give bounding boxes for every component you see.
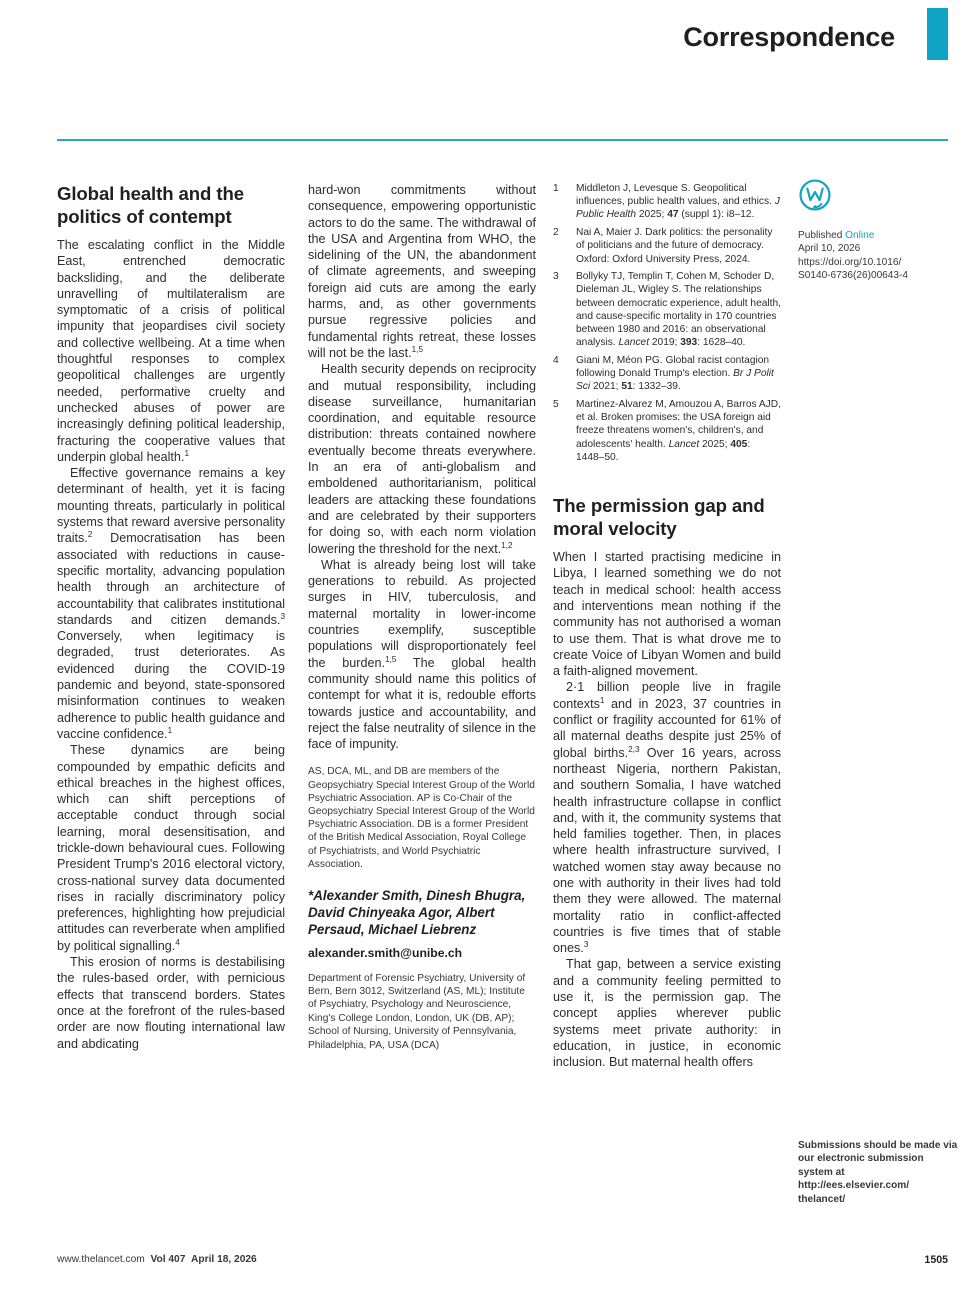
reference-number: 2 [553, 227, 559, 239]
footer-volume: Vol 407 [150, 1254, 186, 1265]
article-1-affiliations: Department of Forensic Psychiatry, University of Bern, Bern 3012, Switzerland (AS, ML); Institute of Psychiatry, Psychology and Neuroscience, King's College London, London, UK (DB, AP); School of Nursing, University of Pennsylvania, Philadelphia, PA, USA (DCA) [308, 972, 526, 1051]
footer-page-number: 1505 [924, 1254, 948, 1266]
article-1-paragraph-3 [57, 742, 285, 954]
header-rule-divider [57, 139, 948, 141]
publication-date: April 10, 2026 [798, 243, 861, 255]
article-2-paragraph-3 [553, 956, 781, 1070]
column-one [57, 182, 285, 1052]
article-1-paragraph-2 [57, 465, 285, 742]
paragraph-text: Health security depends on reciprocity and mutual responsibility, including disease surveillance, humanitarian coordination, and equitable resource distribution: threats contained nowhere eventually become threats everywhere. In an era of anti-globalism and emboldened authoritarianism, political leaders are attacking these foundations and are celebrated by their supporters for doing so, with each norm violation lowering the threshold for the next. [308, 362, 536, 556]
reference-text: Martinez-Alvarez M, Amouzou A, Barros AJD, et al. Broken promises: the USA foreign aid freeze threatens women's, children's, and adolescents' health. Lancet 2025; 405: 1448–50. [576, 399, 781, 463]
paragraph-text: This erosion of norms is destabilising the rules-based order, with pernicious effects that transcend borders. States once at the forefront of the rules-based order are now flouting international law and abdicating [57, 955, 285, 1051]
publication-details [798, 229, 958, 283]
reference-list [553, 182, 781, 464]
reference-text: Nai A, Maier J. Dark politics: the personality of politicians and the future of democracy. Oxford: Oxford University Press, 2024. [576, 227, 773, 265]
online-label: Online [845, 230, 875, 241]
reference-mark: 1 [184, 448, 190, 458]
declaration-of-interests: AS, DCA, ML, and DB are members of the Geopsychiatry Special Interest Group of the World Psychiatric Association. AP is Co-Chair of the Geopsychiatry Special Interest Group of the World Psychiatric Association. DB is a former President of the British Medical Association, Royal College of Psychiatrists, and World Psychiatric Association. [308, 766, 535, 870]
paragraph-text: The global health community should name this politics of contempt for what it is, redouble efforts towards justice and accountability, and reject the false neutrality of silence in the face of impunity. [308, 655, 536, 752]
paragraph-text: Effective governance remains a key determinant of health, yet it is facing mounting threats, particularly in political systems that reward aversive personality traits. [57, 466, 285, 546]
reference-mark: 2,3 [628, 744, 640, 754]
paragraph-text: Conversely, when legitimacy is degraded, trust deteriorates. As evidenced during the COVID-19 pandemic and beyond, state-sponsored misinformation continues to weaken adherence to public health guidance and vaccine confidence. [57, 629, 285, 741]
reference-item [553, 354, 781, 394]
column-three [553, 182, 781, 1071]
article-1-paragraph-4 [57, 954, 285, 1052]
paragraph-text: These dynamics are being compounded by empathic deficits and ethical breaches in the highest offices, which can shift perceptions of acceptable conduct through social learning, moral desensitisation, and trickle-down behavioural cues. Following President Trump's 2016 electoral victory, cross-national survey data documented rises in racially discriminatory policy preferences, highlighting how prejudicial attitudes can reverberate when amplified by political signalling. [57, 743, 285, 953]
reference-mark: 1 [599, 695, 605, 705]
article-2-paragraph-1 [553, 549, 781, 679]
footer-date: April 18, 2026 [191, 1254, 257, 1265]
paragraph-text: When I started practising medicine in Libya, I learned something we do not teach in medical school: health access and interventions mean nothing if the community has not authorised a woman to use them. That is what drove me to create Voice of Libyan Women and build a faith-aligned movement. [553, 550, 781, 679]
paragraph-text: Democratisation has been associated with reductions in cause-specific mortality, advancing population health through an architecture of accountability that calibrates institutional standards and citizen demands. [57, 531, 286, 627]
header-accent-bar [927, 8, 948, 60]
reference-item [553, 398, 781, 464]
published-label: Published [798, 230, 846, 241]
reference-number: 4 [553, 354, 559, 366]
footer-website[interactable]: www.thelancet.com [57, 1254, 145, 1265]
publication-info-block [798, 178, 958, 283]
article-2-paragraph-2 [553, 679, 781, 956]
published-online-line [798, 229, 958, 242]
page-title: Correspondence [683, 22, 895, 52]
article-1-authors: *Alexander Smith, Dinesh Bhugra, David Chinyeaka Agor, Albert Persaud, Michael Liebrenz [308, 888, 526, 938]
reference-mark: 1 [167, 725, 173, 735]
article-1-title: Global health and the politics of contempt [57, 183, 244, 227]
doi-line-2[interactable]: S0140-6736(26)00643-4 [798, 270, 908, 282]
page-footer [57, 1254, 948, 1274]
article-1-paragraph-1 [57, 237, 285, 465]
reference-mark: 1,5 [384, 654, 397, 664]
reference-mark: 3 [583, 940, 589, 949]
reference-number: 3 [553, 271, 559, 283]
footer-citation [57, 1254, 257, 1265]
corresponding-author-email[interactable]: alexander.smith@unibe.ch [308, 945, 463, 960]
reference-item [553, 270, 781, 349]
reference-text: Middleton J, Levesque S. Geopolitical influences, public health values, and ethics. J Public Health 2025; 47 (suppl 1): i8–12. [576, 183, 780, 221]
article-2-title: The permission gap and moral velocity [553, 495, 765, 540]
column-two [308, 182, 536, 1052]
doi-line-1[interactable]: https://doi.org/10.1016/ [798, 256, 902, 268]
paragraph-text: Over 16 years, across northeast Nigeria, northern Pakistan, and southern Somalia, I have watched health infrastructure collapse in conflict and, with it, the community systems that held families together. Then, in places where health infrastructure survived, I watched women stay away because no one with authority in their lives had told them they were allowed. The maternal mortality ratio in conflict-affected countries is five times that of stable ones. [553, 745, 781, 956]
reference-mark: 2 [87, 530, 93, 540]
submissions-note: Submissions should be made via our electronic submission system at http://ees.elsevier.com/ thelancet/ [798, 1140, 958, 1205]
reference-number: 1 [553, 183, 559, 194]
article-1-paragraph-4-cont [308, 182, 536, 361]
reference-text: Bollyky TJ, Templin T, Cohen M, Schoder D, Dieleman JL, Wigley S. The relationships between democratic experience, adult health, and cause-specific mortality in 170 countries between 1980 and 2016: an observational analysis. Lancet 2019; 393: 1628–40. [576, 271, 782, 349]
paragraph-text: 2·1 billion people live in fragile contexts [553, 680, 781, 711]
reference-mark: 4 [175, 937, 180, 947]
page-header [0, 0, 975, 140]
reference-number: 5 [553, 399, 559, 411]
paragraph-text: That gap, between a service existing and a community feeling permitted to use it, is the permission gap. The concept applies wherever public systems meet private authority: in education, in justice, in economic inclusion. But maternal health offers [553, 957, 781, 1070]
reference-item [553, 182, 781, 222]
paragraph-text: hard-won commitments without consequence, empowering opportunistic actors to do the same. The withdrawal of the USA and Argentina from WHO, the sidelining of the UN, the abandonment of climate agreements, and sweeping foreign aid cuts are among the early harms, and, as other governments pursue regressive policies and fundamental rights retreat, these losses will not be the last. [308, 183, 536, 360]
paragraph-text: What is already being lost will take generations to rebuild. As projected surges in HIV, tuberculosis, and maternal mortality in lower-income countries exemplify, susceptible populations will disproportionately feel the burden. [308, 557, 536, 670]
article-1-paragraph-6 [308, 557, 536, 753]
paragraph-text: The escalating conflict in the Middle East, entrenched democratic backsliding, and the deliberate unravelling of multilateralism are symptomatic of a crisis of political impunity that jeopardises civil society and collective wellbeing. At a time when thoughtful responses to complex geopolitical challenges are urgently needed, performative cruelty and unchecked abuses of power are increasingly defining political leadership, fracturing the cooperative values that underpin global health. [57, 238, 285, 464]
reference-mark: 1,2 [501, 540, 513, 550]
reference-text: Giani M, Méon PG. Global racist contagion following Donald Trump's election. Br J Polit Sci 2021; 51: 1332–39. [576, 354, 774, 393]
reference-mark: 3 [280, 611, 285, 621]
reference-mark: 1,5 [411, 344, 423, 354]
reference-item [553, 226, 781, 266]
article-1-paragraph-5 [308, 361, 536, 557]
paragraph-text: and in 2023, 37 countries in conflict or fragility accounted for 61% of all maternal deaths despite just 25% of global births. [553, 696, 781, 760]
crossmark-w-icon [798, 178, 832, 212]
